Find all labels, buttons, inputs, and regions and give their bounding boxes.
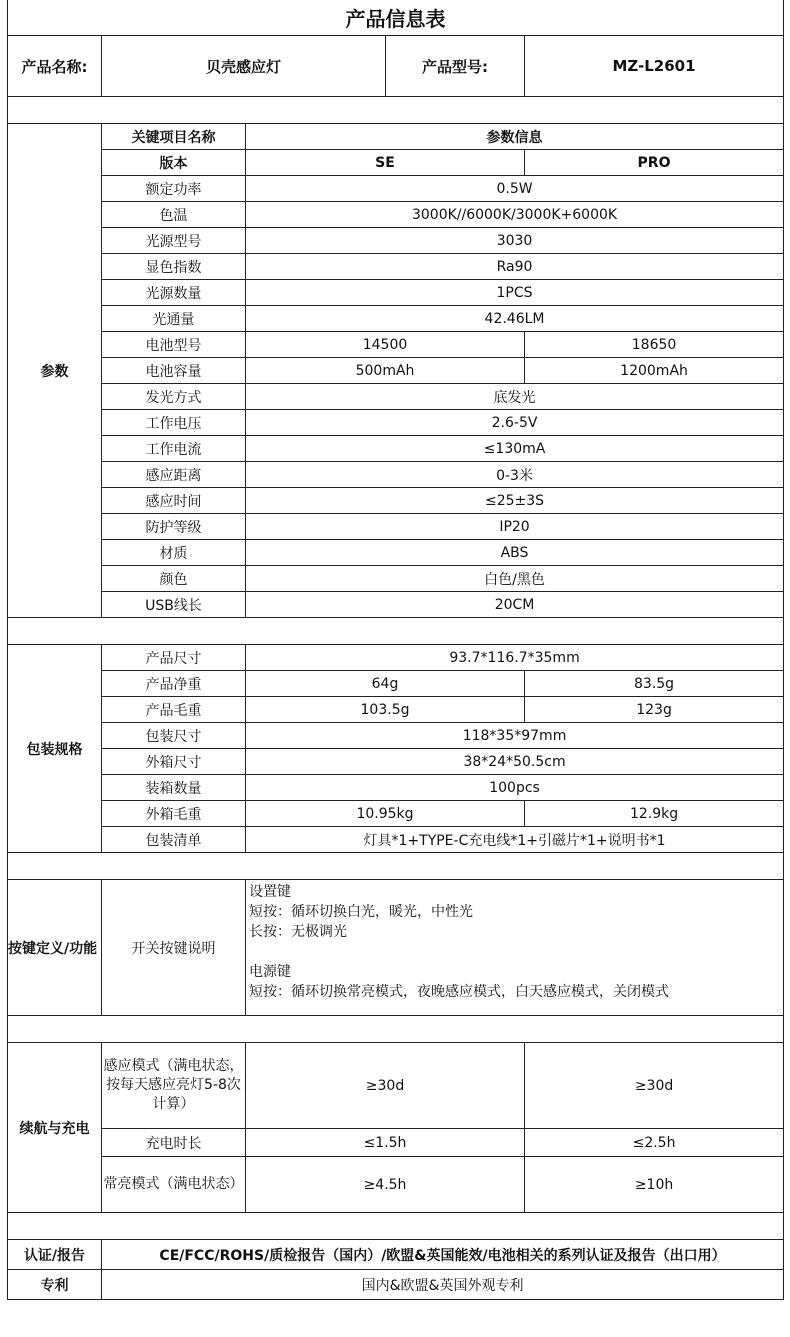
param-value: 3030 xyxy=(246,228,784,254)
param-value: IP20 xyxy=(246,514,784,540)
battery-name: 感应模式（满电状态，按每天感应亮灯5-8次计算） xyxy=(102,1043,246,1129)
param-name: 材质 xyxy=(102,540,246,566)
param-name: 电池型号 xyxy=(102,332,246,358)
battery-value-se: ≤1.5h xyxy=(246,1129,525,1157)
param-value-se: 14500 xyxy=(246,332,525,358)
btn-line-power-key: 电源键 xyxy=(249,964,291,980)
param-name: 电池容量 xyxy=(102,358,246,384)
battery-value-se: ≥30d xyxy=(246,1043,525,1129)
col-info-header: 参数信息 xyxy=(246,124,784,150)
spacer-row xyxy=(8,853,784,880)
param-value: 0-3米 xyxy=(246,462,784,488)
version-label: 版本 xyxy=(102,150,246,176)
pack-value: 93.7*116.7*35mm xyxy=(246,645,784,671)
param-value-se: 500mAh xyxy=(246,358,525,384)
pack-value-pro: 123g xyxy=(525,697,784,723)
pack-name: 外箱毛重 xyxy=(102,801,246,827)
param-value-pro: 18650 xyxy=(525,332,784,358)
pack-name: 装箱数量 xyxy=(102,775,246,801)
param-name: USB线长 xyxy=(102,592,246,618)
spacer-row xyxy=(8,618,784,645)
pack-name: 产品净重 xyxy=(102,671,246,697)
param-value: 底发光 xyxy=(246,384,784,410)
pack-value: 灯具*1+TYPE-C充电线*1+引磁片*1+说明书*1 xyxy=(246,827,784,853)
param-value: 20CM xyxy=(246,592,784,618)
param-name: 发光方式 xyxy=(102,384,246,410)
pack-name: 产品毛重 xyxy=(102,697,246,723)
buttons-section-label: 按键定义/功能 xyxy=(8,880,102,1016)
btn-line-set-long: 长按：无极调光 xyxy=(249,924,347,940)
product-model-value: MZ-L2601 xyxy=(525,36,784,97)
param-name: 工作电流 xyxy=(102,436,246,462)
pack-value-se: 10.95kg xyxy=(246,801,525,827)
param-name: 光源型号 xyxy=(102,228,246,254)
buttons-description xyxy=(246,880,784,1016)
col-key-header: 关键项目名称 xyxy=(102,124,246,150)
battery-name: 常亮模式（满电状态） xyxy=(102,1157,246,1213)
param-name: 感应时间 xyxy=(102,488,246,514)
cert-value: CE/FCC/ROHS/质检报告（国内）/欧盟&英国能效/电池相关的系列认证及报告（出口用） xyxy=(102,1240,784,1270)
btn-line-set-short: 短按：循环切换白光，暖光，中性光 xyxy=(249,904,473,920)
param-name: 工作电压 xyxy=(102,410,246,436)
cert-label: 认证/报告 xyxy=(8,1240,102,1270)
param-name: 额定功率 xyxy=(102,176,246,202)
pack-value-se: 64g xyxy=(246,671,525,697)
pack-value: 38*24*50.5cm xyxy=(246,749,784,775)
param-name: 显色指数 xyxy=(102,254,246,280)
battery-value-pro: ≥10h xyxy=(525,1157,784,1213)
spacer-row xyxy=(8,1016,784,1043)
version-pro: PRO xyxy=(525,150,784,176)
param-value: 2.6-5V xyxy=(246,410,784,436)
table-title: 产品信息表 xyxy=(8,0,784,36)
packaging-section-label: 包装规格 xyxy=(8,645,102,853)
pack-name: 产品尺寸 xyxy=(102,645,246,671)
battery-name: 充电时长 xyxy=(102,1129,246,1157)
param-name: 色温 xyxy=(102,202,246,228)
battery-value-se: ≥4.5h xyxy=(246,1157,525,1213)
pack-name: 包装清单 xyxy=(102,827,246,853)
product-info-table xyxy=(7,0,784,1300)
param-name: 光源数量 xyxy=(102,280,246,306)
product-name-label: 产品名称: xyxy=(8,36,102,97)
pack-value-pro: 12.9kg xyxy=(525,801,784,827)
param-value: 1PCS xyxy=(246,280,784,306)
param-value: ≤130mA xyxy=(246,436,784,462)
patent-label: 专利 xyxy=(8,1270,102,1300)
buttons-name: 开关按键说明 xyxy=(102,880,246,1016)
param-value-pro: 1200mAh xyxy=(525,358,784,384)
product-model-label: 产品型号: xyxy=(386,36,525,97)
param-value: ABS xyxy=(246,540,784,566)
param-value: Ra90 xyxy=(246,254,784,280)
param-name: 颜色 xyxy=(102,566,246,592)
param-name: 感应距离 xyxy=(102,462,246,488)
param-name: 光通量 xyxy=(102,306,246,332)
param-value: 白色/黑色 xyxy=(246,566,784,592)
param-value: 0.5W xyxy=(246,176,784,202)
param-value: ≤25±3S xyxy=(246,488,784,514)
product-name-value: 贝壳感应灯 xyxy=(102,36,386,97)
btn-line-set-key: 设置键 xyxy=(249,884,291,900)
pack-value-pro: 83.5g xyxy=(525,671,784,697)
battery-value-pro: ≤2.5h xyxy=(525,1129,784,1157)
battery-section-label: 续航与充电 xyxy=(8,1043,102,1213)
battery-value-pro: ≥30d xyxy=(525,1043,784,1129)
spacer-row xyxy=(8,97,784,124)
btn-line-power-short: 短按：循环切换常亮模式，夜晚感应模式，白天感应模式，关闭模式 xyxy=(249,984,669,1000)
pack-value-se: 103.5g xyxy=(246,697,525,723)
btn-line-gap xyxy=(249,942,780,962)
param-name: 防护等级 xyxy=(102,514,246,540)
params-section-label: 参数 xyxy=(8,124,102,618)
param-value: 3000K//6000K/3000K+6000K xyxy=(246,202,784,228)
pack-name: 外箱尺寸 xyxy=(102,749,246,775)
pack-name: 包装尺寸 xyxy=(102,723,246,749)
pack-value: 100pcs xyxy=(246,775,784,801)
patent-value: 国内&欧盟&英国外观专利 xyxy=(102,1270,784,1300)
param-value: 42.46LM xyxy=(246,306,784,332)
spacer-row xyxy=(8,1213,784,1240)
pack-value: 118*35*97mm xyxy=(246,723,784,749)
version-se: SE xyxy=(246,150,525,176)
